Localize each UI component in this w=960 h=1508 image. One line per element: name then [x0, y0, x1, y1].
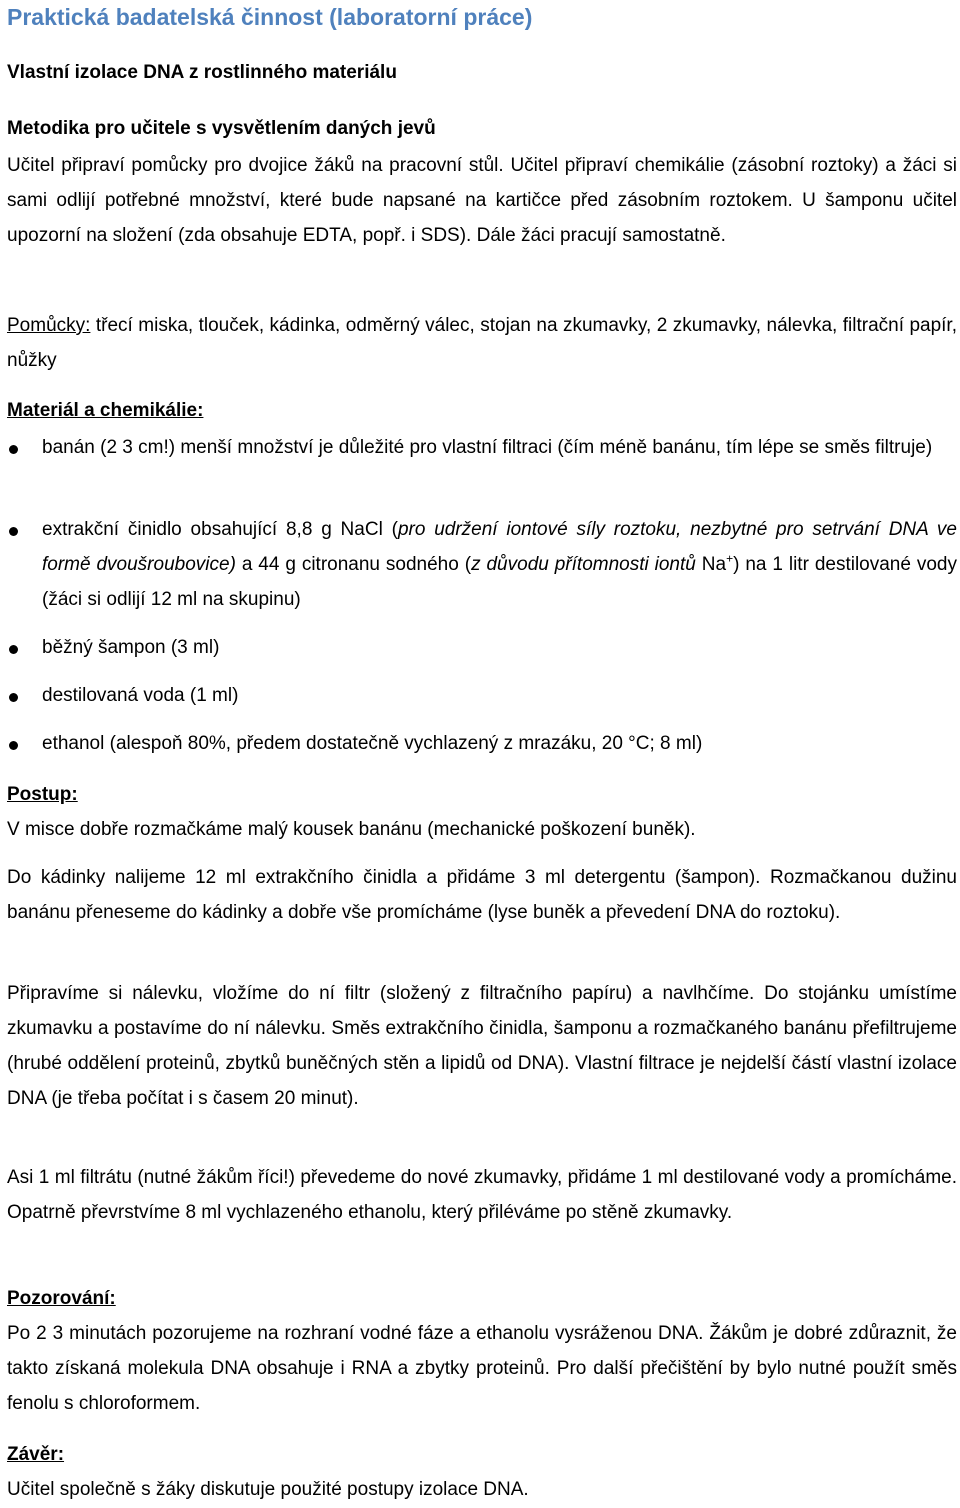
tools-text: třecí miska, tlouček, kádinka, odměrný válec, stojan na zkumavky, 2 zkumavky, nálevka, filtrační papír, nůžky — [7, 315, 957, 371]
extraction-text-f: ) na 1 litr destilované vody (žáci si odlijí 12 ml na skupinu) — [42, 554, 957, 610]
procedure-heading: Postup: — [7, 784, 78, 805]
intro-paragraph — [7, 148, 957, 253]
extraction-text-c: a 44 g citronanu sodného ( — [235, 554, 472, 575]
document-subtitle: Vlastní izolace DNA z rostlinného materiálu — [7, 62, 397, 83]
procedure-step-3: Připravíme si nálevku, vložíme do ní filtr (složený z filtračního papíru) a navlhčíme. Do stojánku umístíme zkumavku a postavíme do ní nálevku. Směs extrakčního činidla, šamponu a rozmačkaného banánu přefiltrujeme (hrubé oddělení proteinů, zbytků buněčných stěn a lipidů od DNA). Vlastní filtrace je nejdelší částí vlastní izolace DNA (je třeba počítat i s časem 20 minut). — [7, 983, 957, 1109]
material-shampoo: běžný šampon (3 ml) — [42, 637, 220, 658]
conclusion-heading: Závěr: — [7, 1444, 65, 1465]
bullet-icon — [9, 527, 18, 536]
list-item — [7, 430, 957, 465]
intro-text: Učitel připraví pomůcky pro dvojice žáků na pracovní stůl. Učitel připraví chemikálie (zásobní roztoky) a žáci si sami odlijí potřebné množství, které bude napsané na kartičce před zásobním roztokem. U šamponu učitel upozorní na složení (zda obsahuje EDTA, popř. i SDS). — [7, 155, 957, 246]
materials-heading: Materiál a chemikálie: — [7, 400, 204, 421]
conclusion-text: Učitel společně s žáky diskutuje použité postupy izolace DNA. — [7, 1479, 529, 1500]
bullet-icon — [9, 645, 18, 654]
list-item — [7, 678, 957, 713]
procedure-step-2: Do kádinky nalijeme 12 ml extrakčního činidla a přidáme 3 ml detergentu (šampon). Rozmačkanou dužinu banánu přeneseme do kádinky a dobře vše promícháme (lyse buněk a převedení DNA do roztoku). — [7, 867, 957, 923]
methodology-heading: Metodika pro učitele s vysvětlením daných jevů — [7, 118, 436, 139]
extraction-text-a: extrakční činidlo obsahující 8,8 g NaCl ( — [42, 519, 398, 540]
bullet-icon — [9, 445, 18, 454]
extraction-text-d: z důvodu přítomnosti iontů — [471, 554, 696, 575]
bullet-icon — [9, 741, 18, 750]
procedure-step-1: V misce dobře rozmačkáme malý kousek banánu (mechanické poškození buněk). — [7, 819, 696, 840]
intro-text-continued: Dále žáci pracují samostatně. — [471, 225, 726, 246]
tools-label: Pomůcky: — [7, 315, 91, 336]
extraction-superscript: + — [726, 551, 734, 566]
procedure-step-4: Asi 1 ml filtrátu (nutné žákům říci!) převedeme do nové zkumavky, přidáme 1 ml destilované vody a promícháme. Opatrně převrstvíme 8 ml vychlazeného ethanolu, který přiléváme po stěně zkumavky. — [7, 1167, 957, 1223]
list-item — [7, 512, 957, 617]
list-item — [7, 726, 957, 761]
observation-heading: Pozorování: — [7, 1288, 116, 1309]
material-water: destilovaná voda (1 ml) — [42, 685, 239, 706]
material-extraction-agent — [42, 512, 957, 617]
extraction-text-e: Na — [695, 554, 727, 575]
material-banana: banán (2 3 cm!) menší množství je důležité pro vlastní filtraci (čím méně banánu, tím lépe se směs filtruje) — [42, 437, 933, 458]
tools-paragraph — [7, 308, 957, 378]
material-ethanol: ethanol (alespoň 80%, předem dostatečně vychlazený z mrazáku, 20 °C; 8 ml) — [42, 733, 703, 754]
page-title: Praktická badatelská činnost (laboratorní práce) — [7, 4, 533, 30]
list-item — [7, 630, 957, 665]
extraction-text-b: pro udržení iontové síly roztoku, nezbytné pro setrvání DNA ve formě dvoušroubovice) — [42, 519, 957, 575]
bullet-icon — [9, 693, 18, 702]
observation-text: Po 2 3 minutách pozorujeme na rozhraní vodné fáze a ethanolu vysráženou DNA. Žákům je dobré zdůraznit, že takto získaná molekula DNA obsahuje i RNA a zbytky proteinů. Pro další přečištění by bylo nutné použít směs fenolu s chloroformem. — [7, 1323, 957, 1414]
